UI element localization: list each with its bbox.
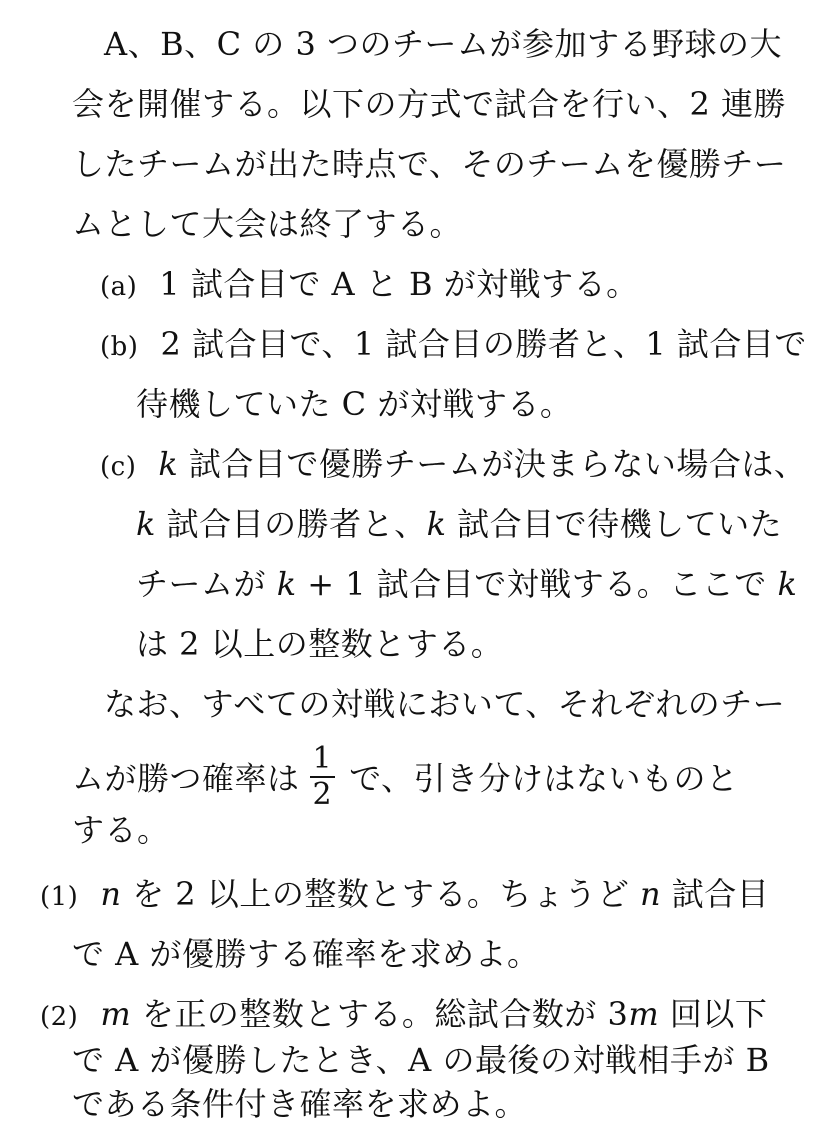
question-1-line-2: で A が優勝する確率を求めよ。 bbox=[72, 935, 540, 973]
question-2 bbox=[40, 994, 767, 1037]
rule-b-mark: (b) bbox=[100, 332, 139, 362]
intro-line-1: A、B、C の 3 つのチームが参加する野球の大 bbox=[104, 25, 782, 63]
rule-c-k-3: k bbox=[426, 505, 447, 543]
rule-c-k-1: k bbox=[158, 445, 179, 483]
question-2-line-3: である条件付き確率を求めよ。 bbox=[72, 1085, 528, 1123]
prob-line-1: なお、すべての対戦において、それぞれのチー bbox=[104, 685, 786, 723]
prob-line2-pre: ムが勝つ確率は bbox=[72, 759, 300, 798]
rule-c-line3-a: チームが bbox=[136, 565, 277, 603]
rule-c-line1-rest: 試合目で優勝チームが決まらない場合は、 bbox=[178, 445, 807, 483]
question-2-var-m-2: m bbox=[628, 995, 660, 1033]
rule-c-k-5: k bbox=[777, 565, 798, 603]
rule-b-text-1: 2 試合目で、1 試合目の勝者と、1 試合目で bbox=[160, 325, 807, 363]
question-2-mid: を正の整数とする。総試合数が 3 bbox=[131, 995, 629, 1033]
rule-c-k-4: k bbox=[276, 565, 297, 603]
question-1-mid: を 2 以上の整数とする。ちょうど bbox=[121, 875, 641, 913]
fraction-denominator: 2 bbox=[312, 777, 333, 812]
question-1 bbox=[40, 874, 769, 917]
rule-c-line3-b: + 1 試合目で対戦する。ここで bbox=[296, 565, 778, 603]
prob-line-2 bbox=[72, 741, 739, 816]
rule-c-line-4: は 2 以上の整数とする。 bbox=[136, 625, 504, 663]
question-1-var-n-2: n bbox=[640, 875, 662, 913]
intro-line-2: 会を開催する。以下の方式で試合を行い、2 連勝 bbox=[72, 85, 787, 123]
rule-a-mark: (a) bbox=[100, 272, 138, 302]
rule-a-text: 1 試合目で A と B が対戦する。 bbox=[159, 265, 639, 303]
question-2-line-2: で A が優勝したとき、A の最後の対戦相手が B bbox=[72, 1041, 770, 1079]
rule-c-line2-a: 試合目の勝者と、 bbox=[155, 505, 427, 543]
intro-line-4: ムとして大会は終了する。 bbox=[72, 205, 463, 243]
prob-line-3: する。 bbox=[72, 811, 170, 849]
rule-c-k-2: k bbox=[136, 505, 156, 543]
question-1-end: 試合目 bbox=[661, 875, 770, 913]
rule-c bbox=[100, 444, 806, 487]
rule-a bbox=[100, 264, 639, 307]
question-2-mark: (2) bbox=[40, 1002, 79, 1032]
fraction-numerator: 1 bbox=[310, 742, 336, 778]
question-2-var-m-1: m bbox=[100, 995, 132, 1033]
rule-c-line-2 bbox=[136, 504, 782, 544]
question-2-end: 回以下 bbox=[659, 995, 768, 1033]
rule-c-line2-b: 試合目で待機していた bbox=[446, 505, 783, 543]
rule-c-mark: (c) bbox=[100, 452, 137, 482]
rule-c-line-3 bbox=[136, 564, 797, 604]
one-half-fraction bbox=[310, 742, 336, 812]
question-1-mark: (1) bbox=[40, 882, 79, 912]
rule-b-text-2: 待機していた C が対戦する。 bbox=[136, 385, 573, 423]
intro-line-3: したチームが出た時点で、そのチームを優勝チー bbox=[72, 145, 787, 183]
prob-line2-post: で、引き分けはないものと bbox=[349, 759, 739, 798]
question-1-var-n-1: n bbox=[100, 875, 122, 913]
rule-b bbox=[100, 324, 807, 367]
